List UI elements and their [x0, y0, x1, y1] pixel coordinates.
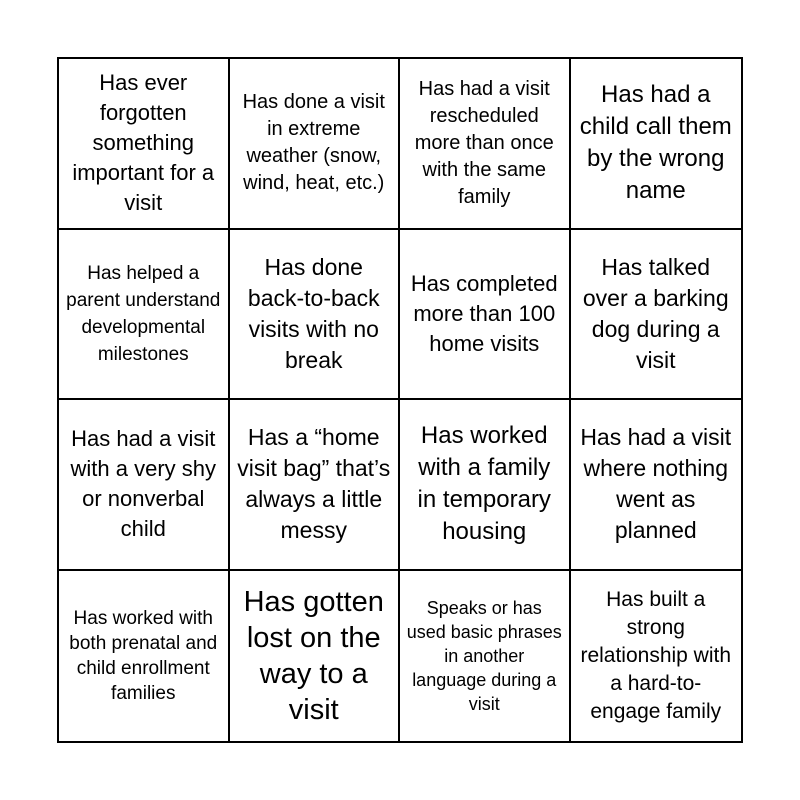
cell-text: Has completed more than 100 home visits — [410, 270, 558, 356]
bingo-cell-r4c2[interactable] — [230, 571, 401, 742]
bingo-cell-r1c4[interactable] — [571, 59, 742, 230]
cell-text: Has had a visit with a very shy or nonverbal child — [70, 426, 216, 542]
bingo-cell-r2c2[interactable] — [230, 230, 401, 401]
cell-text: Has done a visit in extreme weather (snow, wind, heat, etc.) — [242, 91, 385, 195]
bingo-cell-r2c1[interactable] — [59, 230, 230, 401]
cell-text: Has worked with a family in temporary housing — [417, 422, 551, 546]
cell-text: Has a “home visit bag” that’s always a little messy — [237, 424, 391, 544]
cell-text: Has ever forgotten something important for a visit — [72, 70, 215, 216]
bingo-cell-r1c1[interactable] — [59, 59, 230, 230]
cell-text: Has built a strong relationship with a hard-to-engage family — [580, 587, 732, 723]
bingo-cell-r4c4[interactable] — [571, 571, 742, 742]
cell-text: Has talked over a barking dog during a visit — [582, 253, 729, 373]
cell-text: Has had a visit rescheduled more than once with the same family — [414, 77, 554, 208]
cell-text: Has had a visit where nothing went as planned — [580, 424, 732, 544]
bingo-cell-r2c3[interactable] — [400, 230, 571, 401]
bingo-cell-r2c4[interactable] — [571, 230, 742, 401]
bingo-cell-r3c3[interactable] — [400, 400, 571, 571]
cell-text: Has had a child call them by the wrong name — [579, 81, 732, 205]
bingo-cell-r4c3[interactable] — [400, 571, 571, 742]
bingo-cell-r1c2[interactable] — [230, 59, 401, 230]
bingo-cell-r1c3[interactable] — [400, 59, 571, 230]
cell-text: Has worked with both prenatal and child enrollment families — [69, 607, 218, 704]
cell-text: Speaks or has used basic phrases in another language during a visit — [406, 597, 562, 714]
bingo-cell-r4c1[interactable] — [59, 571, 230, 742]
bingo-cell-r3c4[interactable] — [571, 400, 742, 571]
cell-text: Has done back-to-back visits with no break — [247, 253, 380, 373]
cell-text: Has gotten lost on the way to a visit — [243, 585, 384, 726]
cell-text: Has helped a parent understand developmental milestones — [66, 262, 221, 365]
bingo-cell-r3c2[interactable] — [230, 400, 401, 571]
bingo-cell-r3c1[interactable] — [59, 400, 230, 571]
bingo-board — [57, 57, 743, 743]
